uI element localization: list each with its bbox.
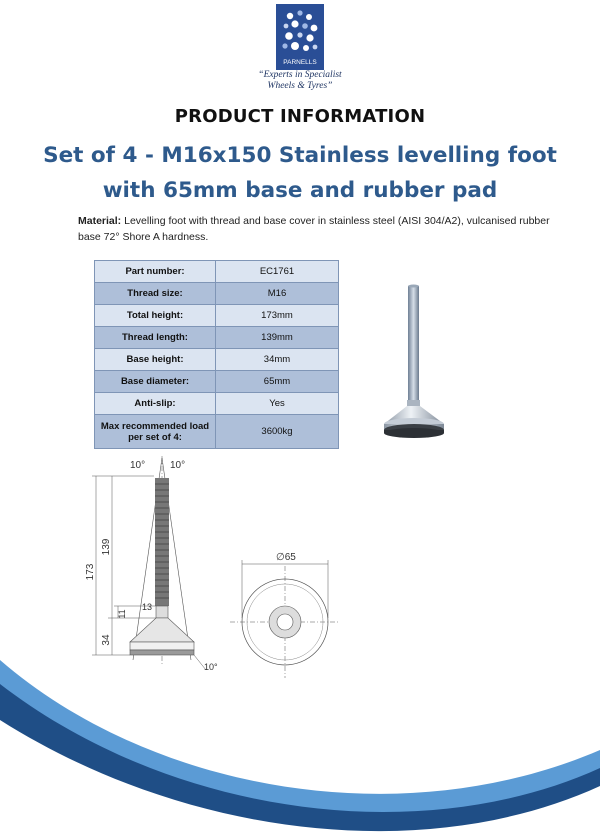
table-row [95,283,339,305]
spec-table [94,260,339,449]
spec-value: 173mm [216,305,339,327]
product-title: Set of 4 - M16x150 Stainless levelling foot with 65mm base and rubber pad [43,143,557,203]
angle-right-label: 10° [170,460,186,471]
footer-wave [0,640,600,836]
material-text: Levelling foot with thread and base cover in stainless steel (AISI 304/A2), vulcanised rubber base 72° Shore A hardness. [78,215,550,243]
material-description [78,213,550,245]
spec-value: EC1761 [216,261,339,283]
tagline-line-1: “Experts in Specialist [258,70,342,80]
table-row [95,349,339,371]
spec-label: Total height: [95,305,216,327]
spec-value: Yes [216,393,339,415]
tagline [220,70,380,92]
dim-total-height: 173 [85,563,96,581]
thread-shaft [155,478,169,606]
parnells-logo [276,4,324,70]
spec-value: 65mm [216,371,339,393]
material-label: Material: [78,215,122,227]
dim-thread-length: 139 [101,538,112,556]
table-row [95,261,339,283]
product-photo [374,282,454,444]
table-row [95,415,339,449]
spec-value: 3600kg [216,415,339,449]
dim-base-angle: 10° [204,662,218,672]
dim-11: 11 [117,609,127,619]
dim-diameter: ∅65 [276,552,296,563]
angle-left-label: 10° [130,460,146,471]
table-row [95,393,339,415]
spec-label: Thread length: [95,327,216,349]
spec-label: Base diameter: [95,371,216,393]
table-row [95,327,339,349]
table-row [95,305,339,327]
dim-base-height: 34 [101,634,112,646]
spec-value: M16 [216,283,339,305]
logo-wordmark: PARNELLS [283,59,317,66]
tagline-line-2: Wheels & Tyres” [267,81,333,91]
spec-label: Thread size: [95,283,216,305]
spec-value: 139mm [216,327,339,349]
dim-13: 13 [142,602,153,612]
spec-label: Max recommended load per set of 4: [95,415,216,449]
spec-label: Base height: [95,349,216,371]
spec-label: Anti-slip: [95,393,216,415]
table-row [95,371,339,393]
page-heading: PRODUCT INFORMATION [174,106,426,127]
spec-label: Part number: [95,261,216,283]
spec-value: 34mm [216,349,339,371]
